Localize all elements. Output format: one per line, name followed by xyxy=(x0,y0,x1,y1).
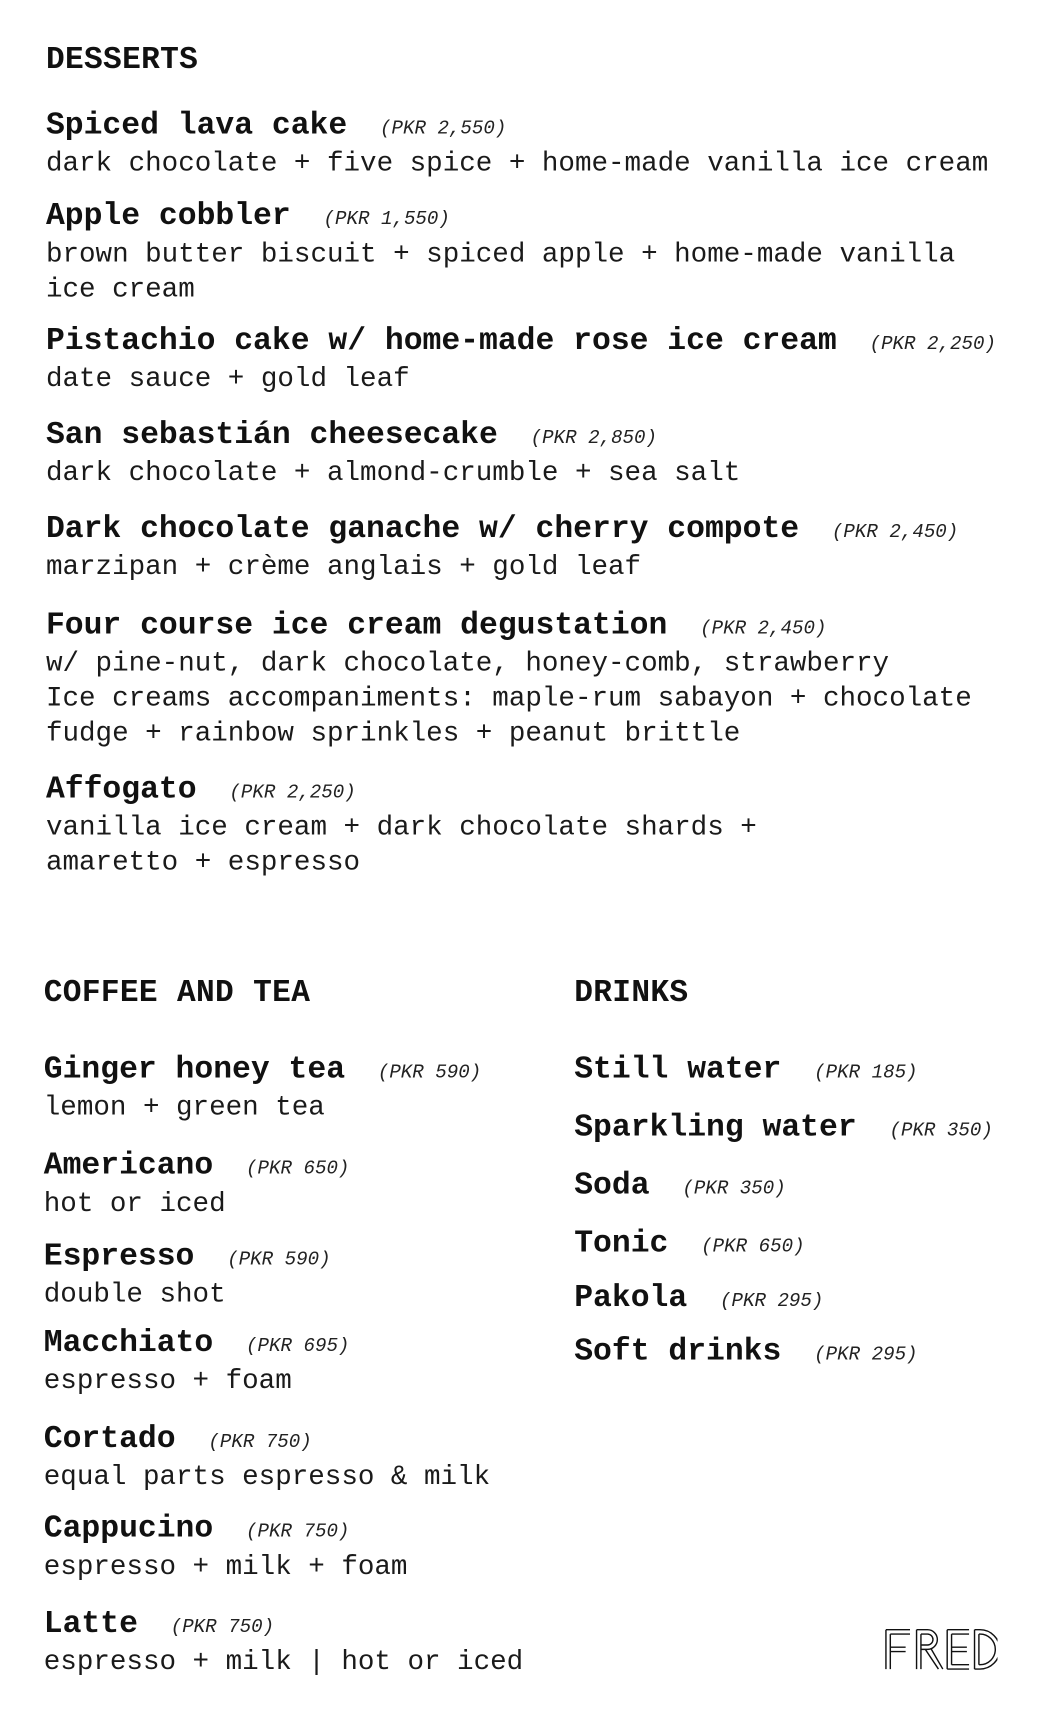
item-name: Apple cobbler xyxy=(45,197,291,235)
item-name: Pistachio cake w/ home-made rose ice cream xyxy=(45,322,837,359)
item-name: Affogato xyxy=(45,771,197,808)
item-name: Four course ice cream degustation xyxy=(45,607,668,644)
menu-item-row xyxy=(44,1326,350,1364)
menu-item-row xyxy=(574,1281,823,1319)
item-price: (PKR 295) xyxy=(720,1290,824,1313)
item-name: Macchiato xyxy=(43,1324,214,1361)
item-description: w/ pine-nut, dark chocolate, honey-comb, strawberry xyxy=(45,647,890,680)
item-name: Spiced lava cake xyxy=(45,107,348,144)
menu-item-row xyxy=(44,1052,481,1090)
item-name: Soda xyxy=(574,1167,650,1204)
item-price: (PKR 750) xyxy=(170,1616,275,1639)
item-price: (PKR 295) xyxy=(814,1344,918,1367)
item-name: Pakola xyxy=(574,1279,688,1316)
item-name: San sebastián cheesecake xyxy=(45,416,498,453)
item-description: Ice creams accompaniments: maple-rum sabayon + chocolate xyxy=(45,682,972,715)
menu-item xyxy=(44,1052,481,1125)
section-title-coffee-and-tea: COFFEE AND TEA xyxy=(43,974,311,1011)
menu-item-row xyxy=(574,1168,786,1206)
menu-item xyxy=(46,324,996,397)
item-description: hot or iced xyxy=(43,1187,226,1220)
menu-item-row xyxy=(44,1148,350,1186)
menu-item-row xyxy=(44,1607,523,1645)
menu-item-row xyxy=(574,1226,804,1264)
item-name: Cappucino xyxy=(43,1510,214,1547)
item-description: espresso + milk | hot or iced xyxy=(43,1646,524,1678)
item-price: (PKR 590) xyxy=(227,1249,331,1271)
item-name: Americano xyxy=(43,1147,214,1184)
item-description: lemon + green tea xyxy=(43,1091,325,1124)
item-name: Tonic xyxy=(574,1225,669,1262)
menu-item xyxy=(44,1607,523,1680)
menu-item-row xyxy=(46,324,996,362)
menu-item xyxy=(46,772,757,880)
item-price: (PKR 2,250) xyxy=(869,333,996,356)
item-name: Latte xyxy=(43,1605,138,1642)
item-description: date sauce + gold leaf xyxy=(45,363,410,395)
item-description: dark chocolate + almond-crumble + sea salt xyxy=(45,457,741,489)
item-price: (PKR 2,450) xyxy=(831,521,959,544)
menu-item xyxy=(46,199,955,307)
item-description: dark chocolate + five spice + home-made vanilla ice cream xyxy=(45,147,989,180)
item-description: equal parts espresso & milk xyxy=(43,1461,491,1493)
menu-item xyxy=(44,1326,350,1399)
menu-item-row xyxy=(46,418,740,456)
menu-item xyxy=(44,1148,350,1221)
menu-item xyxy=(574,1168,786,1206)
menu-item-row xyxy=(46,199,955,237)
item-description: brown butter biscuit + spiced apple + home-made vanilla xyxy=(45,238,956,271)
item-price: (PKR 350) xyxy=(889,1120,993,1142)
item-price: (PKR 2,550) xyxy=(380,118,507,140)
menu-item xyxy=(46,608,972,751)
item-description: double shot xyxy=(43,1278,226,1311)
menu-item xyxy=(46,512,958,585)
item-price: (PKR 650) xyxy=(246,1158,350,1181)
item-price: (PKR 695) xyxy=(246,1335,350,1358)
item-name: Ginger honey tea xyxy=(43,1051,346,1088)
menu-item xyxy=(44,1422,490,1495)
menu-item xyxy=(46,418,740,491)
item-price: (PKR 750) xyxy=(208,1431,312,1454)
menu-item xyxy=(46,108,988,181)
menu-item-row xyxy=(574,1334,917,1372)
item-price: (PKR 750) xyxy=(246,1521,350,1544)
menu-item xyxy=(44,1512,408,1585)
menu-item-row xyxy=(46,512,958,550)
item-price: (PKR 350) xyxy=(682,1177,786,1200)
item-price: (PKR 2,850) xyxy=(530,427,658,450)
item-description: fudge + rainbow sprinkles + peanut brittle xyxy=(45,717,741,750)
item-name: Soft drinks xyxy=(574,1333,782,1370)
menu-item xyxy=(574,1052,917,1090)
menu-item-row xyxy=(574,1052,917,1090)
fred-logo xyxy=(884,1628,998,1672)
item-price: (PKR 590) xyxy=(377,1062,482,1084)
menu-item-row xyxy=(46,772,757,810)
section-title-drinks: DRINKS xyxy=(574,974,689,1011)
item-name: Dark chocolate ganache w/ cherry compote xyxy=(45,510,800,547)
item-name: Sparkling water xyxy=(574,1109,857,1146)
item-name: Still water xyxy=(574,1051,782,1088)
menu-item xyxy=(574,1334,917,1372)
menu-item-row xyxy=(46,608,972,646)
item-price: (PKR 2,250) xyxy=(229,782,356,804)
menu-item xyxy=(574,1226,804,1264)
item-price: (PKR 650) xyxy=(701,1235,805,1258)
menu-item xyxy=(44,1239,331,1312)
item-description: vanilla ice cream + dark chocolate shards + xyxy=(45,811,757,844)
menu-item xyxy=(574,1110,993,1148)
item-price: (PKR 2,450) xyxy=(700,617,827,640)
menu-item xyxy=(574,1281,823,1319)
item-description: marzipan + crème anglais + gold leaf xyxy=(45,551,642,583)
item-description: espresso + foam xyxy=(43,1365,292,1397)
menu-item-row xyxy=(44,1239,331,1277)
item-price: (PKR 1,550) xyxy=(323,208,450,231)
section-title-desserts: DESSERTS xyxy=(45,41,199,78)
item-price: (PKR 185) xyxy=(814,1062,918,1084)
menu-item-row xyxy=(46,108,988,146)
menu-item-row xyxy=(44,1422,490,1460)
menu-item-row xyxy=(44,1512,408,1550)
item-name: Espresso xyxy=(43,1238,195,1275)
item-description: espresso + milk + foam xyxy=(43,1550,408,1583)
item-name: Cortado xyxy=(43,1420,176,1457)
item-description: amaretto + espresso xyxy=(45,846,361,879)
menu-item-row xyxy=(574,1110,993,1148)
item-description: ice cream xyxy=(45,273,195,306)
